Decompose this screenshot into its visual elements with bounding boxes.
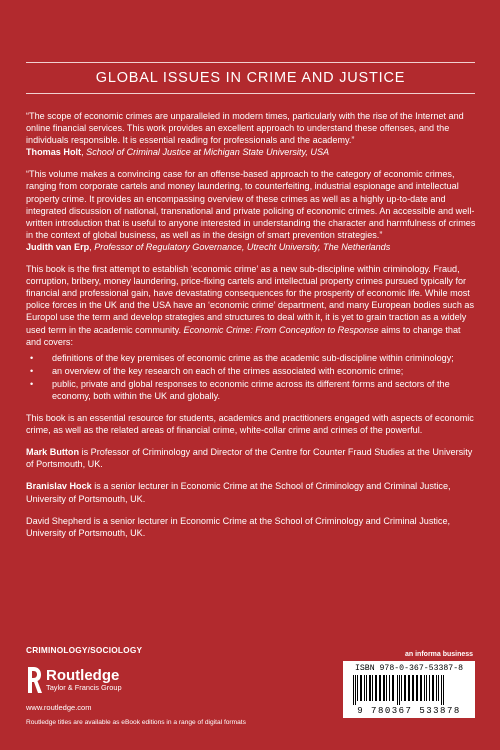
barcode-bar [372,675,373,701]
barcode-bar [426,675,427,701]
barcode-bar [379,675,381,701]
quote-author: Judith van Erp [26,241,90,252]
author-name: Branislav Hock [26,481,92,492]
description-end: aims to change that and covers: [26,324,461,347]
subject-category: CRIMINOLOGY/SOCIOLOGY [26,645,143,655]
book-title: Economic Crime: From Conception to Response [183,324,379,335]
isbn-barcode [343,661,475,718]
author-bio-button [26,446,478,470]
bullet-icon: • [30,365,34,376]
list-item: • definitions of the key premises of economic crime as the academic sub-discipline within criminology; [30,352,454,363]
back-cover-text [26,110,478,549]
quote-attribution: Thomas Holt, School of Criminal Justice at Michigan State University, USA [26,147,330,158]
routledge-r-icon [26,665,42,695]
author-bio: is a senior lecturer in Economic Crime at the School of Criminology and Criminal Justice, University of Portsmouth, UK. [26,481,451,504]
barcode-bar [386,675,387,701]
ebook-note: Routledge titles are available as eBook editions in a range of digital formats [26,719,246,726]
isbn-label: ISBN 978-0-367-53387-8 [354,664,464,673]
quote-text: “The scope of economic crimes are unparalleled in modern times, particularly with the rise of the Internet and online financial services. This work provides an excellent approach to understand these offenses, and the individuals responsible. It is essential reading for professionals and the academy.” [26,111,464,146]
description-paragraph [26,263,478,348]
barcode-bar [397,675,398,705]
description-start: This book is the first attempt to establish ‘economic crime’ as a new sub-discipline within criminology. Fraud, corruption, bribery, money laundering, price-fixing cartels and intellectual property crimes pursued typically for financial and professional gain, have devastating consequences for the prosperity of economic life. While most police forces in the UK and the USA have an ‘economic crime’ department, and many European bodies such as Europol use the term and develop strategies and structures to deal with it, it is yet to grain traction as a widely used term in the academic community. [26,264,475,335]
barcode-bar [401,675,402,701]
barcode-bar [436,675,437,701]
author-bio: is Professor of Criminology and Director of the Centre for Counter Fraud Studies at the University of Portsmouth, UK. [26,447,473,470]
author-bio: is a senior lecturer in Economic Crime at the School of Criminology and Criminal Justice, University of Portsmouth, UK. [26,515,451,538]
barcode-bar [355,675,356,705]
list-item: • an overview of the key research on each of the crimes associated with economic crime; [30,365,404,376]
list-item: • public, private and global responses to economic crime across its different forms and sectors of the economy, both within the UK and globally. [30,378,450,401]
author-bio-shepherd [26,515,478,539]
publisher-name: Routledge [46,666,120,684]
barcode-bars [347,675,471,705]
barcode-group-2: 533878 [419,706,461,716]
barcode-bar [404,675,406,701]
barcode-bar [399,675,400,705]
barcode-bar [443,675,444,705]
informa-tagline: an informa business [405,651,474,658]
barcode-bar [357,675,358,701]
author-bio-hock [26,480,478,504]
publisher-group: Taylor & Francis Group [46,682,122,692]
quote-holt [26,110,478,158]
barcode-lead-digit: 9 [357,706,365,716]
barcode-bar [392,675,394,701]
publisher-website[interactable]: www.routledge.com [26,703,92,712]
series-title: GLOBAL ISSUES IN CRIME AND JUSTICE [26,62,475,94]
barcode-bar [353,675,354,705]
quote-author: Thomas Holt [26,147,82,158]
author-name: Mark Button [26,447,80,458]
publisher-logo [26,665,122,695]
barcode-bar [408,675,410,701]
barcode-bar [420,675,422,701]
quote-attribution: Judith van Erp, Professor of Regulatory Governance, Utrecht University, The Netherlands [26,241,391,252]
barcode-bar [429,675,430,701]
barcode-bar [412,675,414,701]
barcode-bar [375,675,377,701]
quote-text: “This volume makes a convincing case for an offense-based approach to the category of economic crimes, ranging from corporate cartels and money laundering, to counterfeiting, industrial espionage and intellectual property crime. It provides an encompassing overview of these crimes as well as a highly up-to-date and integrated discussion of national, transnational and private policing of economic crimes. An accessible and well-written introduction that is useful to anyone interested in understanding the character and harmfulness of crimes in the context of global business, as well as in the design of smart prevention strategies.” [26,169,476,240]
barcode-group-1: 780367 [371,706,413,716]
bullet-icon: • [30,378,34,389]
audience-paragraph: This book is an essential resource for students, academics and practitioners engaged with aspects of economic crime, as well as the related areas of financial crime, white-collar crime and crimes of the powerful. [26,413,474,436]
coverage-list [26,352,478,402]
barcode-bar [389,675,390,701]
barcode-bar [441,675,442,705]
bullet-icon: • [30,352,34,363]
barcode-bar [424,675,425,701]
barcode-bar [416,675,418,701]
barcode-bar [360,675,362,701]
quote-affiliation: Professor of Regulatory Governance, Utrecht University, The Netherlands [94,241,391,252]
barcode-bar [366,675,367,701]
quote-van-erp [26,168,478,253]
quote-affiliation: School of Criminal Justice at Michigan State University, USA [86,147,330,158]
barcode-bar [383,675,385,701]
barcode-bar [364,675,365,701]
author-name: David Shepherd [26,515,92,526]
barcode-digits [343,706,475,716]
barcode-bar [432,675,434,701]
barcode-bar [369,675,371,701]
barcode-bar [438,675,439,701]
